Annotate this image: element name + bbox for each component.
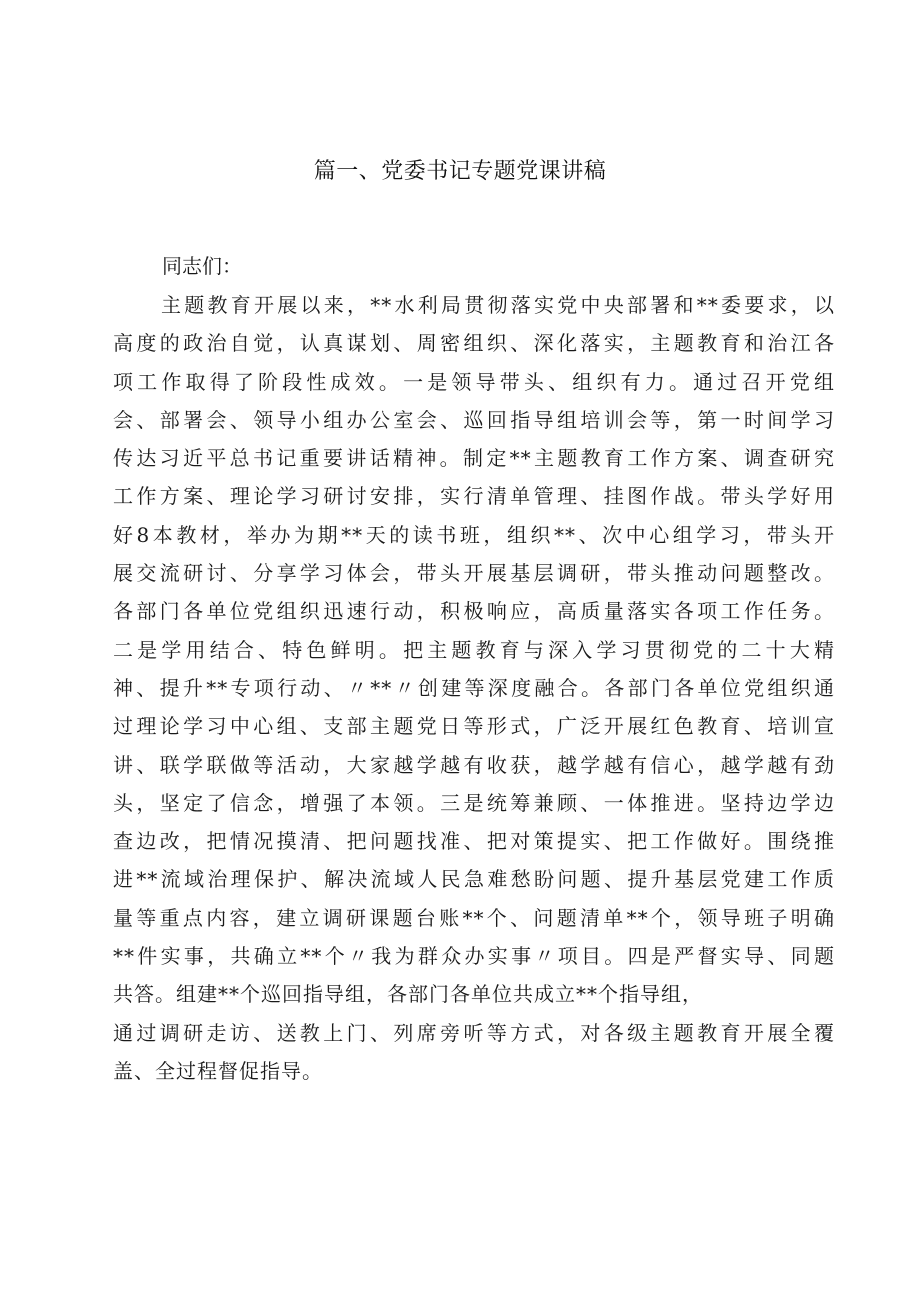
paragraph-line: 讲、联学联做等活动，大家越学越有收获，越学越有信心，越学越有劲 bbox=[113, 752, 835, 777]
paragraph-line: 项工作取得了阶段性成效。一是领导带头、组织有力。通过召开党组 bbox=[113, 369, 835, 394]
salutation: 同志们： bbox=[162, 254, 242, 278]
document-title: 篇一、党委书记专题党课讲稿 bbox=[313, 159, 607, 184]
paragraph-line: 头，坚定了信念，增强了本领。三是统筹兼顾、一体推进。坚持边学边 bbox=[113, 790, 835, 815]
paragraph-line: 查边改，把情况摸清、把问题找准、把对策提实、把工作做好。围绕推 bbox=[113, 829, 835, 854]
paragraph-line: 会、部署会、领导小组办公室会、巡回指导组培训会等，第一时间学习 bbox=[113, 407, 835, 432]
paragraph-line: 盖、全过程督促指导。 bbox=[113, 1058, 323, 1083]
paragraph-line: 量等重点内容，建立调研课题台账**个、问题清单**个，领导班子明确 bbox=[113, 905, 835, 930]
body-paragraph bbox=[113, 286, 835, 1090]
paragraph-line: **件实事，共确立**个〃我为群众办实事〃项目。四是严督实导、同题 bbox=[113, 944, 835, 969]
paragraph-line: 二是学用结合、特色鲜明。把主题教育与深入学习贯彻党的二十大精 bbox=[113, 637, 835, 662]
paragraph-line: 主题教育开展以来，**水利局贯彻落实党中央部署和**委要求，以 bbox=[161, 293, 835, 317]
paragraph-line: 传达习近平总书记重要讲话精神。制定**主题教育工作方案、调查研究 bbox=[113, 446, 835, 471]
paragraph-line: 进**流域治理保护、解决流域人民急难愁盼问题、提升基层党建工作质 bbox=[113, 867, 835, 892]
paragraph-line: 高度的政治自觉，认真谋划、周密组织、深化落实，主题教育和治江各 bbox=[113, 331, 835, 356]
paragraph-line: 共答。组建**个巡回指导组，各部门各单位共成立**个指导组， bbox=[113, 982, 703, 1007]
paragraph-line: 各部门各单位党组织迅速行动，积极响应，高质量落实各项工作任务。 bbox=[113, 599, 835, 624]
paragraph-line: 过理论学习中心组、支部主题党日等形式，广泛开展红色教育、培训宣 bbox=[113, 714, 835, 739]
paragraph-line: 神、提升**专项行动、〃**〃创建等深度融合。各部门各单位党组织通 bbox=[113, 675, 835, 700]
paragraph-line: 好8本教材，举办为期**天的读书班，组织**、次中心组学习，带头开 bbox=[113, 522, 835, 547]
paragraph-line: 展交流研讨、分享学习体会，带头开展基层调研，带头推动问题整改。 bbox=[113, 561, 835, 586]
paragraph-line: 工作方案、理论学习研讨安排，实行清单管理、挂图作战。带头学好用 bbox=[113, 484, 835, 509]
paragraph-line: 通过调研走访、送教上门、列席旁听等方式，对各级主题教育开展全覆 bbox=[113, 1020, 835, 1045]
